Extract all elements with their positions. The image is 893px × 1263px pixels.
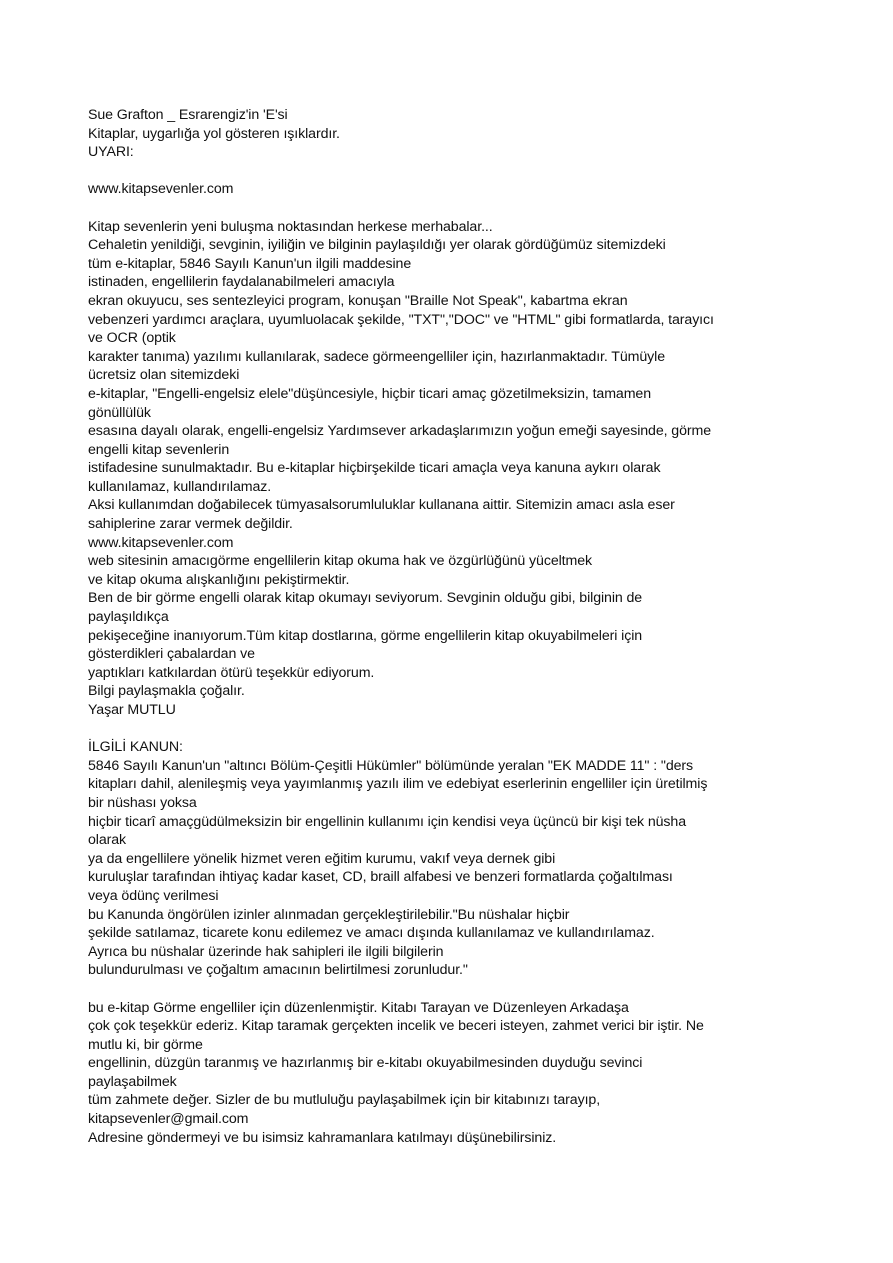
signature-name: Yaşar MUTLU: [88, 702, 176, 718]
notice-line: Cehaletin yenildiği, sevginin, iyiliğin ve bilginin paylaşıldığı yer olarak gördüğümüz sitemizdeki: [88, 237, 666, 254]
notice-line: gönüllülük: [88, 404, 151, 421]
law-heading: İLGİLİ KANUN:: [88, 739, 183, 756]
notice-paragraph: [88, 218, 888, 720]
notice-line: paylaşıldıkça: [88, 609, 169, 626]
warning-heading: UYARI:: [88, 144, 134, 161]
law-line: kitapları dahil, alenileşmiş veya yayımlanmış yazılı ilim ve edebiyat eserlerinin engelliler için üretilmiş: [88, 776, 708, 793]
law-line: kuruluşlar tarafından ihtiyaç kadar kaset, CD, braill alfabesi ve benzeri formatlarda çoğaltılması: [88, 869, 673, 886]
notice-line: ücretsiz olan sitemizdeki: [88, 367, 240, 384]
notice-line: esasına dayalı olarak, engelli-engelsiz Yardımsever arkadaşlarımızın yoğun emeği sayesinde, görme: [88, 423, 712, 440]
law-paragraph: [88, 738, 888, 980]
law-line: bulundurulması ve çoğaltım amacının belirtilmesi zorunludur.": [88, 962, 468, 979]
closing-line: bu e-kitap Görme engelliler için düzenlenmiştir. Kitabı Tarayan ve Düzenleyen Arkadaşa: [88, 999, 629, 1016]
blank-line: [88, 199, 888, 218]
notice-line: istifadesine sunulmaktadır. Bu e-kitaplar hiçbirşekilde ticari amaçla veya kanuna aykırı olarak: [88, 460, 661, 477]
notice-line: pekişeceğine inanıyorum.Tüm kitap dostlarına, görme engellilerin kitap okuyabilmeleri için: [88, 627, 643, 644]
document-text: [88, 106, 888, 1147]
closing-line: engellinin, düzgün taranmış ve hazırlanmış bir e-kitabı okuyabilmesinden duyduğu sevinci: [88, 1055, 643, 1072]
closing-line: mutlu ki, bir görme: [88, 1036, 203, 1053]
law-line: veya ödünç verilmesi: [88, 887, 219, 904]
notice-line: ve kitap okuma alışkanlığını pekiştirmektir.: [88, 571, 350, 588]
notice-line: Kitap sevenlerin yeni buluşma noktasından herkese merhabalar...: [88, 218, 493, 235]
blank-line: [88, 720, 888, 739]
law-line: hiçbir ticarî amaçgüdülmeksizin bir engellinin kullanımı için kendisi veya üçüncü bir kişi tek nüsha: [88, 813, 686, 830]
notice-line: Aksi kullanımdan doğabilecek tümyasalsorumluluklar kullanana aittir. Sitemizin amacı asla eser: [88, 497, 675, 514]
notice-line: engelli kitap sevenlerin: [88, 441, 230, 458]
notice-line: karakter tanıma) yazılımı kullanılarak, sadece görmeengelliler için, hazırlanmaktadır. Tümüyle: [88, 348, 666, 365]
notice-line: web sitesinin amacıgörme engellilerin kitap okuma hak ve özgürlüğünü yüceltmek: [88, 553, 593, 570]
notice-line: ekran okuyucu, ses sentezleyici program, konuşan "Braille Not Speak", kabartma ekran: [88, 292, 628, 309]
notice-line: tüm e-kitaplar, 5846 Sayılı Kanun'un ilgili maddesine: [88, 255, 412, 272]
closing-paragraph: [88, 999, 888, 1148]
blank-line: [88, 162, 888, 181]
notice-line: e-kitaplar, "Engelli-engelsiz elele"düşüncesiyle, hiçbir ticari amaç gözetilmeksizin, tamamen: [88, 385, 652, 402]
notice-line: Ben de bir görme engelli olarak kitap okumayı seviyorum. Sevginin olduğu gibi, bilginin de: [88, 590, 643, 607]
law-line: Ayrıca bu nüshalar üzerinde hak sahipleri ile ilgili bilgilerin: [88, 943, 444, 960]
notice-line: kullanılamaz, kullandırılamaz.: [88, 478, 272, 495]
notice-line: gösterdikleri çabalardan ve: [88, 646, 255, 663]
closing-line: paylaşabilmek: [88, 1073, 177, 1090]
closing-line: çok çok teşekkür ederiz. Kitap taramak gerçekten incelik ve beceri isteyen, zahmet verici bir iştir. Ne: [88, 1018, 704, 1035]
law-line: 5846 Sayılı Kanun'un "altıncı Bölüm-Çeşitli Hükümler" bölümünde yeralan "EK MADDE 11" : "ders: [88, 757, 694, 774]
notice-line: vebenzeri yardımcı araçlara, uyumluolacak şekilde, "TXT","DOC" ve "HTML" gibi formatlarda, tarayıcı: [88, 311, 714, 328]
contact-email: kitapsevenler@gmail.com: [88, 1111, 249, 1128]
motto-line: Kitaplar, uygarlığa yol gösteren ışıklardır.: [88, 125, 340, 142]
law-line: bu Kanunda öngörülen izinler alınmadan gerçekleştirilebilir."Bu nüshalar hiçbir: [88, 906, 570, 923]
law-line: ya da engellilere yönelik hizmet veren eğitim kurumu, vakıf veya dernek gibi: [88, 850, 556, 867]
law-line: bir nüshası yoksa: [88, 794, 197, 811]
closing-line: Adresine göndermeyi ve bu isimsiz kahramanlara katılmayı düşünebilirsiniz.: [88, 1129, 557, 1146]
law-line: şekilde satılamaz, ticarete konu edilemez ve amacı dışında kullanılamaz ve kullandırılamaz.: [88, 925, 655, 942]
notice-line: sahiplerine zarar vermek değildir.: [88, 516, 293, 533]
notice-line: ve OCR (optik: [88, 330, 176, 347]
law-line: olarak: [88, 832, 127, 849]
book-title-line: Sue Grafton _ Esrarengiz'in 'E'si: [88, 107, 288, 123]
notice-line: www.kitapsevenler.com: [88, 534, 234, 551]
notice-line: Bilgi paylaşmakla çoğalır.: [88, 683, 245, 700]
site-url: www.kitapsevenler.com: [88, 181, 234, 198]
notice-line: istinaden, engellilerin faydalanabilmeleri amacıyla: [88, 274, 395, 291]
closing-line: tüm zahmete değer. Sizler de bu mutluluğu paylaşabilmek için bir kitabınızı tarayıp,: [88, 1092, 601, 1109]
notice-line: yaptıkları katkılardan ötürü teşekkür ediyorum.: [88, 664, 375, 681]
blank-line: [88, 980, 888, 999]
